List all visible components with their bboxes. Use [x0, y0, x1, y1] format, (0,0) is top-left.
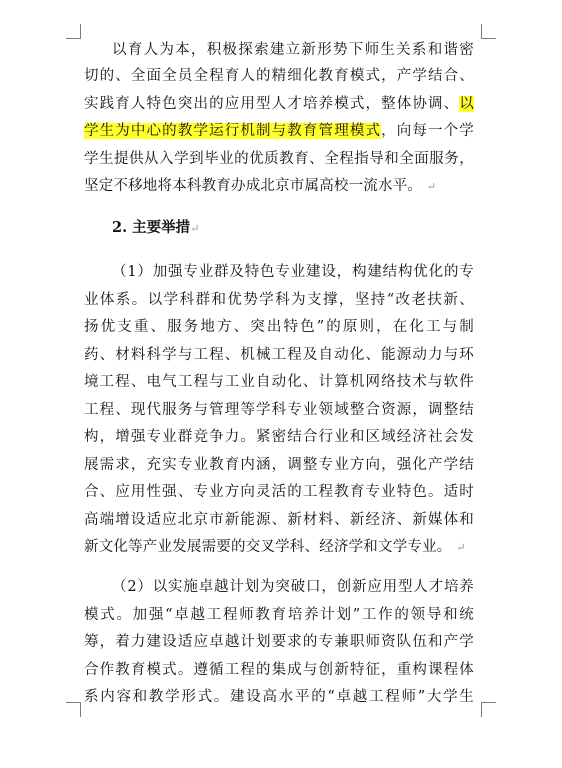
paragraph3-line: 筹，着力建设适应卓越计划要求的专兼职师资队伍和产学 — [84, 634, 474, 650]
paragraph-mark: ↵ — [426, 180, 437, 193]
paragraph2-line: 扬优支重、服务地方、突出特色”的原则，在化工与制 — [84, 319, 474, 335]
section-heading-text: 2. 主要举措 — [112, 219, 191, 236]
paragraph2-line-text: 新文化等产业发展需要的交叉学科、经济学和文学专业。 — [84, 539, 452, 555]
paragraph1-line-text: ，向每一个学 — [381, 123, 474, 139]
highlighted-text: 以 — [459, 96, 474, 112]
paragraph1-line-text: 实践育人特色突出的应用型人才培养模式，整体协调、 — [84, 96, 460, 112]
paragraph2-line: 工程、现代服务与管理等学科专业领域整合资源，调整结 — [84, 402, 474, 418]
paragraph1-line — [84, 176, 474, 196]
paragraph1-line: 学生提供从入学到毕业的优质教育、全程指导和全面服务， — [84, 151, 474, 167]
paragraph2-line: （1）加强专业群及特色专业建设，构建结构优化的专 — [112, 264, 474, 280]
section-heading — [112, 218, 199, 238]
paragraph2-line: 境工程、电气工程与工业自动化、计算机网络技术与软件 — [84, 374, 474, 390]
paragraph2-line: 药、材料科学与工程、机械工程及自动化、能源动力与环 — [84, 347, 474, 363]
paragraph-mark: ↵ — [456, 541, 466, 554]
paragraph2-line: 高端增设适应北京市新能源、新材料、新经济、新媒体和 — [84, 512, 474, 528]
paragraph3-line: 系内容和教学形式。建设高水平的“卓越工程师”大学生 — [84, 689, 474, 705]
paragraph1-line — [84, 94, 474, 114]
paragraph2-line: 合、应用性强、专业方向灵活的工程教育专业特色。适时 — [84, 484, 474, 500]
paragraph2-line: 业体系。以学科群和优势学科为支撑，坚持“改老扶新、 — [84, 292, 474, 308]
paragraph3-line: 合作教育模式。遵循工程的集成与创新特征，重构课程体 — [84, 662, 474, 678]
paragraph1-line — [84, 121, 474, 141]
paragraph1-line: 切的、全面全员全程育人的精细化教育模式，产学结合、 — [84, 68, 474, 84]
paragraph2-line: 展需求，充实专业教育内涵，调整专业方向，强化产学结 — [84, 457, 474, 473]
paragraph3-line: （2）以实施卓越计划为突破口，创新应用型人才培养 — [112, 579, 474, 595]
paragraph1-line-text: 坚定不移地将本科教育办成北京市属高校一流水平。 — [84, 178, 423, 194]
highlighted-text: 学生为中心的教学运行机制与教育管理模式 — [84, 123, 382, 139]
paragraph-mark: ↵ — [190, 222, 200, 235]
paragraph2-line — [84, 537, 474, 557]
paragraph3-line: 模式。加强“卓越工程师教育培养计划”工作的领导和统 — [84, 607, 474, 623]
paragraph1-line: 以育人为本，积极探索建立新形势下师生关系和谐密 — [112, 42, 474, 58]
paragraph2-line: 构，增强专业群竞争力。紧密结合行业和区域经济社会发 — [84, 429, 474, 445]
